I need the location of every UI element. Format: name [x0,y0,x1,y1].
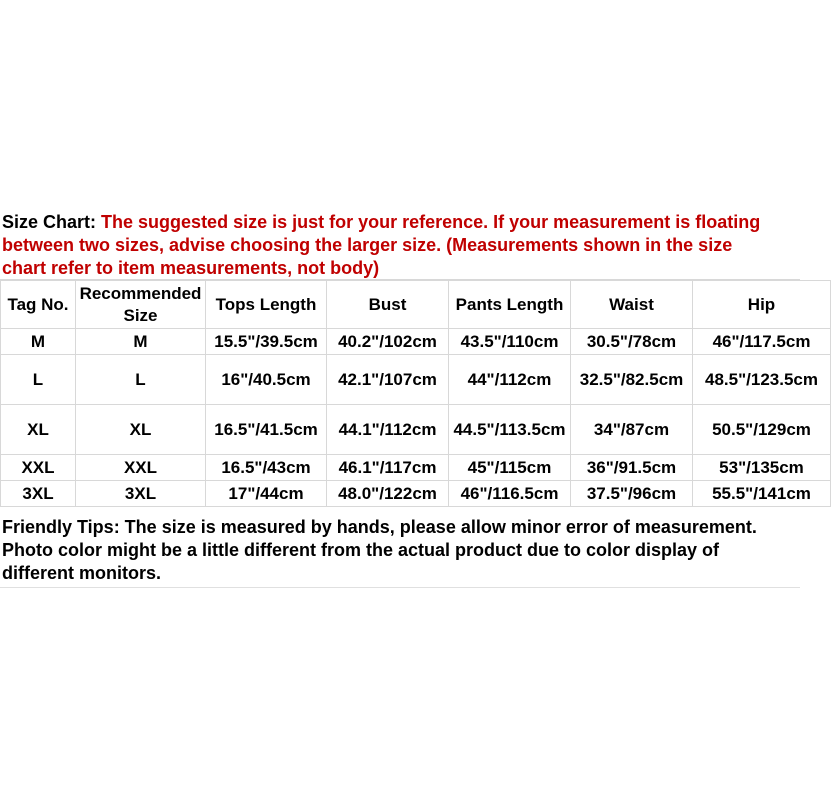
cell-bust: 42.1"/107cm [327,355,449,405]
note-line-1 [2,211,800,234]
cell-recommended: M [76,329,206,355]
col-header-recommended-size: Recommended Size [76,281,206,329]
color-note-line-1: Photo color might be a little different from the actual product due to color display of [2,540,720,560]
cell-pants-length: 43.5"/110cm [449,329,571,355]
note-line-3: chart refer to item measurements, not body) [2,258,380,278]
cell-waist: 37.5"/96cm [571,481,693,507]
divider [0,587,800,588]
footer-notes [2,516,800,585]
cell-waist: 32.5"/82.5cm [571,355,693,405]
table-row [1,405,831,455]
col-header-tag-no: Tag No. [1,281,76,329]
size-chart-label: Size Chart: [2,212,97,232]
cell-tops-length: 17"/44cm [206,481,327,507]
cell-tag: XL [1,405,76,455]
cell-tag: 3XL [1,481,76,507]
size-table [0,280,831,507]
col-header-pants-length: Pants Length [449,281,571,329]
col-header-tops-length: Tops Length [206,281,327,329]
note-line-2: between two sizes, advise choosing the larger size. (Measurements shown in the size [2,235,733,255]
table-header-row [1,281,831,329]
cell-tops-length: 16"/40.5cm [206,355,327,405]
cell-tops-length: 16.5"/41.5cm [206,405,327,455]
cell-pants-length: 45"/115cm [449,455,571,481]
col-header-waist: Waist [571,281,693,329]
cell-recommended: XL [76,405,206,455]
cell-tag: M [1,329,76,355]
cell-waist: 34"/87cm [571,405,693,455]
table-row [1,355,831,405]
cell-bust: 44.1"/112cm [327,405,449,455]
cell-tag: L [1,355,76,405]
cell-recommended: 3XL [76,481,206,507]
cell-bust: 46.1"/117cm [327,455,449,481]
col-header-bust: Bust [327,281,449,329]
table-row [1,329,831,355]
cell-waist: 30.5"/78cm [571,329,693,355]
cell-hip: 50.5"/129cm [693,405,831,455]
cell-tops-length: 15.5"/39.5cm [206,329,327,355]
cell-bust: 48.0"/122cm [327,481,449,507]
friendly-tips: Friendly Tips: The size is measured by hands, please allow minor error of measurement. [2,517,757,537]
size-chart-note [2,211,800,280]
col-header-hip: Hip [693,281,831,329]
color-note-line-2: different monitors. [2,563,162,583]
cell-tops-length: 16.5"/43cm [206,455,327,481]
cell-hip: 55.5"/141cm [693,481,831,507]
cell-recommended: L [76,355,206,405]
cell-hip: 48.5"/123.5cm [693,355,831,405]
cell-bust: 40.2"/102cm [327,329,449,355]
cell-hip: 46"/117.5cm [693,329,831,355]
table-row [1,481,831,507]
note-red-text: The suggested size is just for your reference. If your measurement is floating [101,212,761,232]
cell-waist: 36"/91.5cm [571,455,693,481]
table-row [1,455,831,481]
cell-pants-length: 46"/116.5cm [449,481,571,507]
cell-recommended: XXL [76,455,206,481]
cell-tag: XXL [1,455,76,481]
cell-hip: 53"/135cm [693,455,831,481]
cell-pants-length: 44.5"/113.5cm [449,405,571,455]
cell-pants-length: 44"/112cm [449,355,571,405]
